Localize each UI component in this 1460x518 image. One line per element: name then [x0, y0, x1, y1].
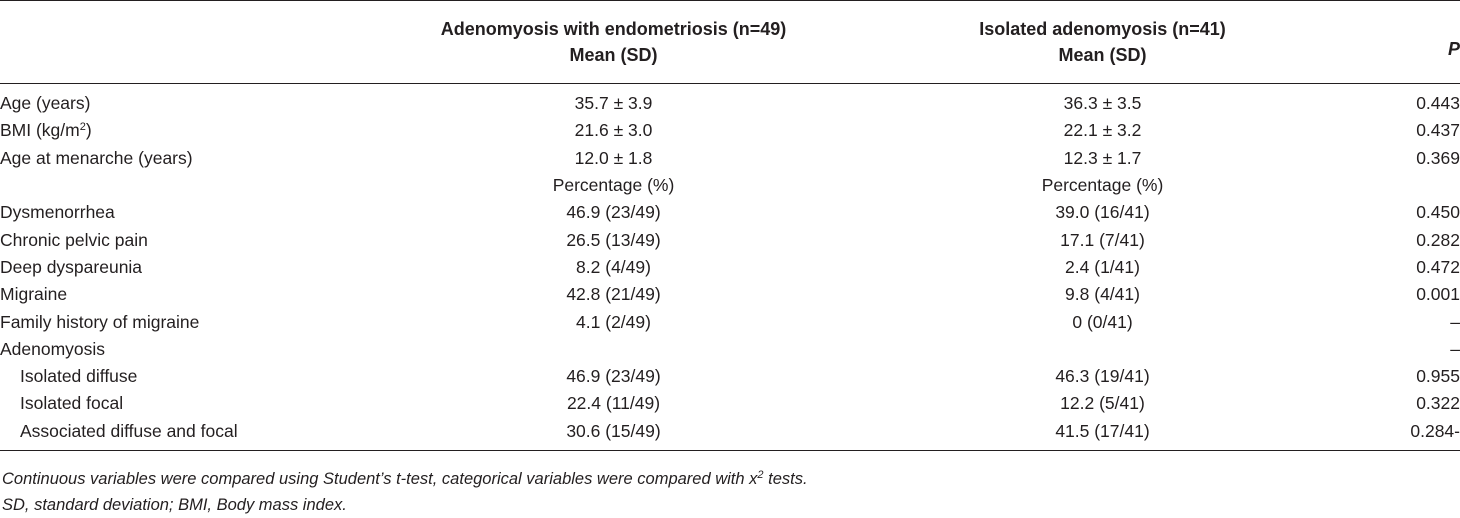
subheader-group1: Percentage (%): [552, 175, 675, 196]
row-value-group1: 8.2 (4/49): [576, 256, 651, 277]
row-label: Associated diffuse and focal: [0, 418, 352, 451]
table-row-subheader: [0, 172, 1460, 199]
row-p-value: 0.001: [1416, 284, 1460, 305]
row-label: Isolated diffuse: [20, 366, 138, 387]
row-label-superscript: 2: [79, 121, 86, 134]
row-p-value: 0.443: [1416, 93, 1460, 114]
row-value-group1: 30.6 (15/49): [352, 418, 875, 451]
footnote-text-suffix: tests.: [763, 470, 808, 488]
row-label: Adenomyosis: [0, 338, 106, 359]
table-row: [0, 90, 1460, 117]
table-row: [0, 363, 1460, 390]
row-value-group1: [352, 336, 875, 363]
header-p-label: P: [1447, 38, 1460, 59]
row-value-group2: 9.8 (4/41): [1065, 284, 1140, 305]
row-p-value: 0.322: [1416, 393, 1460, 414]
row-p-value: 0.284-: [1330, 418, 1460, 451]
row-p-value: 0.472: [1416, 256, 1460, 277]
row-value-group2: 0 (0/41): [1072, 311, 1133, 332]
row-label: Age at menarche (years): [0, 147, 193, 168]
row-p-value: 0.955: [1416, 366, 1460, 387]
table-row: [0, 226, 1460, 253]
row-label-suffix: ): [85, 120, 92, 141]
table-row: [0, 254, 1460, 281]
row-p-value: 0.450: [1416, 202, 1460, 223]
row-value-group2: 41.5 (17/41): [875, 418, 1330, 451]
table-row: [0, 390, 1460, 417]
row-value-group2: 46.3 (19/41): [1055, 366, 1150, 387]
table-row: [0, 281, 1460, 308]
footnote-superscript: 2: [757, 469, 764, 481]
row-label: [0, 117, 352, 144]
row-p-value: [1330, 172, 1460, 199]
footnote-line-2: SD, standard deviation; BMI, Body mass index.: [2, 496, 347, 514]
table-row: [0, 336, 1460, 363]
row-value-group1: 26.5 (13/49): [566, 229, 661, 250]
row-label: Deep dyspareunia: [0, 256, 143, 277]
row-label: Age (years): [0, 93, 91, 114]
row-value-group1: 42.8 (21/49): [566, 284, 661, 305]
table-row: [0, 145, 1460, 172]
subheader-group2: Percentage (%): [1041, 175, 1164, 196]
row-label: Family history of migraine: [0, 311, 200, 332]
header-p: [1330, 1, 1460, 84]
row-p-value: 0.369: [1416, 147, 1460, 168]
header-label-empty: [0, 1, 352, 84]
table-row: [0, 418, 1460, 451]
row-label-text: BMI (kg/m: [0, 120, 80, 141]
row-value-group1: 4.1 (2/49): [576, 311, 651, 332]
header-group2-stat: Mean (SD): [1058, 45, 1147, 65]
row-value-group2: 39.0 (16/41): [1055, 202, 1150, 223]
row-value-group1: 22.4 (11/49): [566, 393, 661, 414]
row-label: Chronic pelvic pain: [0, 229, 148, 250]
row-p-value: –: [1450, 338, 1460, 359]
row-value-group2: 17.1 (7/41): [1060, 229, 1145, 250]
row-value-group1: 46.9 (23/49): [566, 366, 661, 387]
header-group2: [875, 1, 1330, 84]
row-value-group1: 12.0 ± 1.8: [574, 147, 653, 168]
footnote-text: Continuous variables were compared using Student’s t-test, categorical variables were compared with x: [2, 470, 758, 488]
row-value-group1: 35.7 ± 3.9: [574, 93, 653, 114]
table-footnotes: [2, 466, 808, 518]
row-value-group2: 2.4 (1/41): [1065, 256, 1140, 277]
row-value-group2: 36.3 ± 3.5: [1063, 93, 1142, 114]
row-value-group2: [875, 336, 1330, 363]
row-label: Isolated focal: [20, 393, 124, 414]
row-label: Migraine: [0, 284, 68, 305]
row-value-group1: 21.6 ± 3.0: [574, 120, 653, 141]
table-row: [0, 117, 1460, 144]
header-group1-stat: Mean (SD): [569, 45, 658, 65]
header-group2-title: Isolated adenomyosis (n=41): [979, 19, 1226, 39]
header-group1: [352, 1, 875, 84]
row-label: [0, 172, 352, 199]
table-row: [0, 308, 1460, 335]
row-label: Dysmenorrhea: [0, 202, 115, 223]
row-p-value: –: [1450, 311, 1460, 332]
row-value-group1: 46.9 (23/49): [566, 202, 661, 223]
row-value-group2: 22.1 ± 3.2: [1063, 120, 1142, 141]
row-value-group2: 12.3 ± 1.7: [1063, 147, 1142, 168]
header-row: [0, 1, 1460, 84]
header-group1-title: Adenomyosis with endometriosis (n=49): [440, 19, 787, 39]
row-p-value: 0.437: [1416, 120, 1460, 141]
footnote-line-1: [2, 466, 808, 492]
row-value-group2: 12.2 (5/41): [1060, 393, 1145, 414]
table-row: [0, 199, 1460, 226]
row-p-value: 0.282: [1416, 229, 1460, 250]
